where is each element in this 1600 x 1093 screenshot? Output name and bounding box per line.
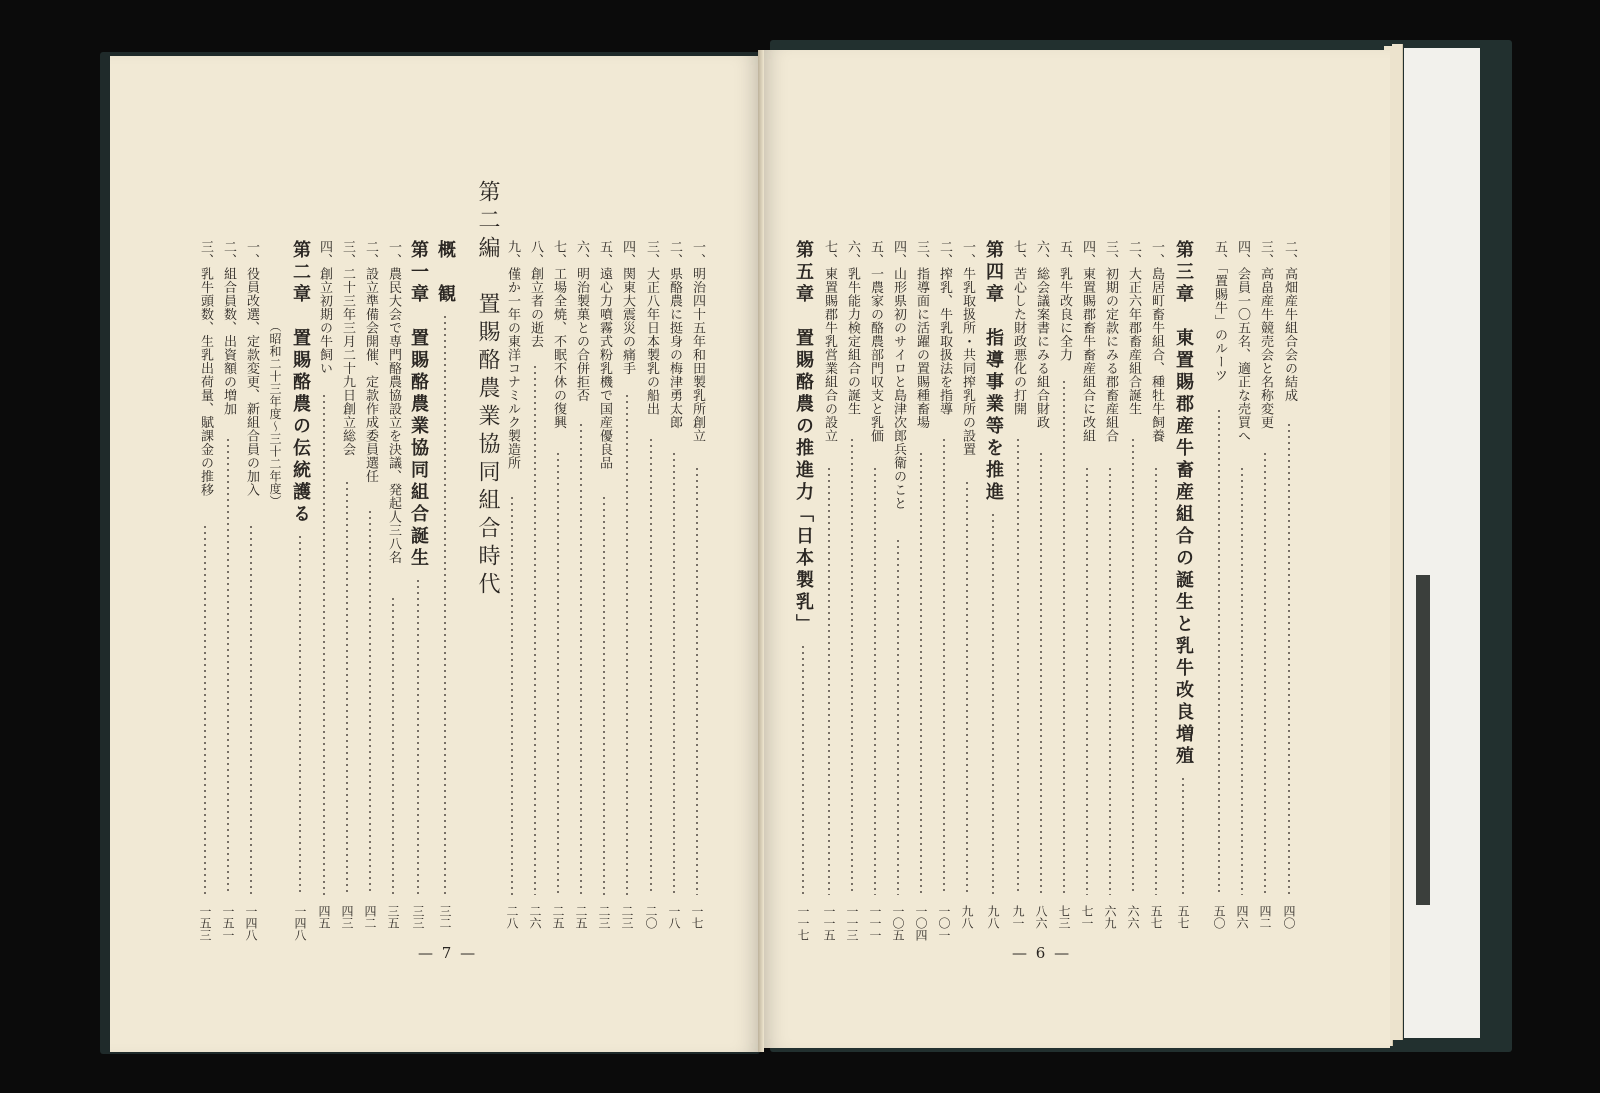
- toc-page-ref: 六九: [1103, 905, 1117, 929]
- leader-dots: [1109, 466, 1111, 896]
- leader-dots: [534, 364, 536, 895]
- book-gutter: [758, 50, 764, 1052]
- toc-page-ref: 四三: [340, 905, 354, 929]
- leader-dots: [1063, 379, 1065, 896]
- toc-page-ref: 五〇: [1212, 905, 1226, 929]
- leader-dots: [828, 466, 830, 896]
- toc-page-ref: 一〇五: [891, 905, 905, 941]
- toc-entry-title: 五、乳牛改良に全力: [1057, 240, 1072, 362]
- toc-entry-title: 概 観: [435, 240, 456, 306]
- toc-page-ref: 二六: [528, 905, 542, 929]
- toc-entry-title: 五、一農家の酪農部門収支と乳価: [868, 240, 883, 443]
- toc-page-ref: 二八: [505, 905, 519, 929]
- toc-page-ref: 四二: [1258, 905, 1272, 929]
- leader-dots: [992, 512, 994, 895]
- toc-entry: [470, 180, 504, 870]
- toc-entry-title: 第五章 置賜酪農の推進力「日本製乳」: [793, 240, 814, 636]
- toc-page-ref: 三二: [438, 905, 452, 929]
- leader-dots: [1132, 437, 1134, 896]
- leader-dots: [966, 480, 968, 895]
- page-number-left: — 7 —: [418, 944, 478, 962]
- toc-page-ref: 五七: [1176, 905, 1190, 929]
- leader-dots: [920, 451, 922, 895]
- toc-page-ref: 一一一: [868, 905, 882, 941]
- toc-page-ref: 一一三: [845, 905, 859, 941]
- leader-dots: [369, 509, 371, 895]
- toc-entry-title: 四、関東大震災の痛手: [620, 240, 635, 375]
- leader-dots: [417, 578, 419, 895]
- toc-entry-title: 二、高畑産牛組合会の結成: [1282, 240, 1297, 402]
- toc-entry-title: 第四章 指導事業等を推進: [983, 240, 1004, 504]
- toc-page-ref: 一四八: [244, 905, 258, 941]
- leader-dots: [603, 495, 605, 896]
- toc-page-ref: 一四八: [293, 905, 307, 941]
- leader-dots: [696, 466, 698, 896]
- toc-entry-title: 二、県酪農に挺身の梅津勇太郎: [667, 240, 682, 429]
- leader-dots: [1086, 466, 1088, 896]
- toc-page-ref: 一五三: [198, 905, 212, 941]
- leader-dots: [557, 451, 559, 895]
- leader-dots: [1288, 422, 1290, 895]
- toc-entry-title: 二、設立準備会開催、定款作成委員選任: [363, 240, 378, 483]
- toc-entry-title: 二、大正六年郡畜産組合誕生: [1126, 240, 1141, 416]
- leader-dots: [250, 524, 252, 896]
- toc-page-ref: 九八: [986, 905, 1000, 929]
- toc-page-ref: 三五: [386, 905, 400, 929]
- leader-dots: [580, 422, 582, 895]
- toc-entry-title: 三、乳牛頭数、生乳出荷量、賦課金の推移: [198, 240, 213, 497]
- toc-entry-title: 一、明治四十五年和田製乳所創立: [690, 240, 705, 443]
- leader-dots: [511, 495, 513, 896]
- toc-entry-title: 一、農民大会で専門酪農協設立を決議、発起人三八名: [386, 240, 401, 564]
- toc-entry-title: 六、総会議案書にみる組合財政: [1034, 240, 1049, 429]
- toc-entry-title: 一、牛乳取扱所・共同搾乳所の設置: [960, 240, 975, 456]
- toc-entry-title: 第三章 東置賜郡産牛畜産組合の誕生と乳牛改良増殖: [1173, 240, 1194, 768]
- toc-entry-title: 六、乳牛能力検定組合の誕生: [845, 240, 860, 416]
- toc-entry-title: 五、遠心力噴霧式粉乳機で国産優良品: [597, 240, 612, 470]
- toc-entry-title: 七、東置賜郡牛乳営業組合の設立: [822, 240, 837, 443]
- leader-dots: [802, 644, 804, 895]
- toc-page-ref: 四〇: [1282, 905, 1296, 929]
- toc-entry: [262, 320, 288, 1010]
- leader-dots: [1182, 776, 1184, 895]
- toc-page-ref: 九八: [960, 905, 974, 929]
- toc-entry-title: 一、島居町畜牛組合、種牡牛飼養: [1149, 240, 1164, 443]
- toc-entry-title: 八、創立者の逝去: [528, 240, 543, 348]
- toc-page-ref: 一七: [690, 905, 704, 929]
- leader-dots: [673, 451, 675, 895]
- leader-dots: [1264, 451, 1266, 895]
- toc-page-ref: 八六: [1034, 905, 1048, 929]
- leader-dots: [1040, 451, 1042, 895]
- toc-entry-title: 四、山形県初のサイロと島津次郎兵衛のこと: [891, 240, 906, 510]
- toc-entry-title: 三、高畠産牛競売会と名称変更: [1258, 240, 1273, 429]
- toc-entry-title: 七、苦心した財政悪化の打開: [1011, 240, 1026, 416]
- toc-page-ref: 一〇四: [914, 905, 928, 941]
- leader-dots: [874, 466, 876, 896]
- toc-page-ref: 二三: [597, 905, 611, 929]
- toc-entry-title: 六、明治製菓との合併拒否: [574, 240, 589, 402]
- toc-entry-title: （昭和二十三年度～三十二年度）: [268, 320, 282, 508]
- toc-entry-title: 七、工場全焼、不眠不休の復興: [551, 240, 566, 429]
- toc-entry-title: 四、会員一〇五名、適正な売買へ: [1235, 240, 1250, 443]
- leader-dots: [323, 393, 325, 895]
- toc-page-ref: 一一七: [796, 905, 810, 941]
- toc-entry-title: 三、大正八年日本製乳の船出: [644, 240, 659, 416]
- leader-dots: [1241, 466, 1243, 896]
- leader-dots: [650, 437, 652, 896]
- toc-entry-title: 五、「置賜牛」のルーツ: [1212, 240, 1227, 382]
- toc-entry-title: 第二章 置賜酪農の伝統護る: [290, 240, 311, 526]
- toc-page-ref: 一一五: [822, 905, 836, 941]
- toc-page-ref: 二五: [574, 905, 588, 929]
- toc-page-ref: 一〇一: [937, 905, 951, 941]
- toc-entry-title: 三、初期の定款にみる郡畜産組合: [1103, 240, 1118, 443]
- leader-dots: [299, 534, 301, 895]
- toc-entry-title: 第一章 置賜酪農業協同組合誕生: [408, 240, 429, 570]
- toc-page-ref: 一五一: [221, 905, 235, 941]
- toc-entry-title: 第二編 置賜酪農業協同組合時代: [475, 180, 500, 600]
- leader-dots: [227, 437, 229, 896]
- leader-dots: [1017, 437, 1019, 896]
- toc-page-ref: 四六: [1235, 905, 1249, 929]
- toc-page-ref: 七三: [1057, 905, 1071, 929]
- leader-dots: [204, 524, 206, 896]
- leader-dots: [346, 480, 348, 895]
- leader-dots: [943, 437, 945, 896]
- page-stack-edge: [1392, 44, 1403, 1040]
- toc-entry-title: 九、僅か一年の東洋コナミルク製造所: [505, 240, 520, 470]
- toc-entry-title: 一、役員改選、定款変更、新組合員の加入: [244, 240, 259, 497]
- toc-page-ref: 二〇: [644, 905, 658, 929]
- toc-page-ref: 九一: [1011, 905, 1025, 929]
- toc-entry-title: 三、指導面に活躍の置賜種畜場: [914, 240, 929, 429]
- toc-entry-title: 四、東置賜郡畜牛畜産組合に改組: [1080, 240, 1095, 443]
- toc-page-ref: 六六: [1126, 905, 1140, 929]
- toc-page-ref: 四二: [363, 905, 377, 929]
- page-number-right: — 6 —: [1012, 944, 1072, 962]
- leader-dots: [851, 437, 853, 896]
- leader-dots: [1155, 466, 1157, 896]
- inserted-photo-strip: [1416, 575, 1430, 905]
- toc-entry-title: 二、搾乳、牛乳取扱法を指導: [937, 240, 952, 416]
- toc-page-ref: 一八: [667, 905, 681, 929]
- toc-page-ref: 二五: [551, 905, 565, 929]
- toc-page-ref: 七一: [1080, 905, 1094, 929]
- leader-dots: [1218, 408, 1220, 896]
- leader-dots: [626, 393, 628, 895]
- leader-dots: [897, 538, 899, 895]
- leader-dots: [392, 596, 394, 895]
- toc-page-ref: 二三: [620, 905, 634, 929]
- toc-entry-title: 三、二十三年三月二十九日創立総会: [340, 240, 355, 456]
- toc-page-ref: 三三: [411, 905, 425, 929]
- toc-page-ref: 五七: [1149, 905, 1163, 929]
- leader-dots: [444, 314, 446, 895]
- toc-page-ref: 四五: [317, 905, 331, 929]
- toc-entry-title: 四、創立初期の牛飼い: [317, 240, 332, 375]
- toc-entry-title: 二、組合員数、出資額の増加: [221, 240, 236, 416]
